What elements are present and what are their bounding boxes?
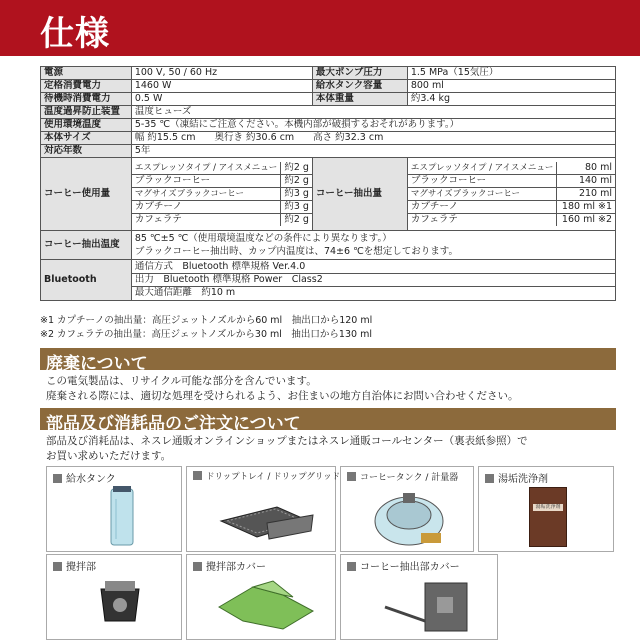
spec-value: 1.5 MPa（15気圧） — [407, 67, 615, 80]
spec-value — [131, 231, 615, 260]
section-title: 部品及び消耗品のご注文について — [46, 414, 301, 434]
spec-value: 1460 W — [131, 80, 312, 93]
box-label: 湯垢洗浄剤 — [533, 504, 563, 511]
menu-name: マグサイズブラックコーヒー — [132, 188, 281, 201]
table-row — [41, 231, 616, 260]
part-label: ドリップトレイ / ドリップグリッド — [206, 472, 341, 482]
spec-label: 定格消費電力 — [41, 80, 132, 93]
spec-table — [40, 66, 616, 301]
spec-value — [131, 260, 615, 301]
part-card-descaler — [478, 466, 614, 552]
paragraph-line: この電気製品は、リサイクル可能な部分を含んでいます。 — [46, 375, 317, 387]
spec-value: 約3.4 kg — [407, 93, 615, 106]
spec-label: 温度過昇防止装置 — [41, 106, 132, 119]
bullet-square-icon — [193, 562, 202, 571]
menu-value: 140 ml — [557, 175, 615, 188]
spec-value: 5-35 ℃（凍結にご注意ください。本機内部が破損するおそれがあります。） — [131, 119, 615, 132]
spec-label: 本体重量 — [312, 93, 407, 106]
part-card-extractor-cover — [340, 554, 498, 640]
table-row — [41, 119, 616, 132]
title-banner — [0, 0, 640, 56]
spec-label: 待機時消費電力 — [41, 93, 132, 106]
part-card-stirrer — [46, 554, 182, 640]
menu-name: カプチーノ — [132, 201, 281, 214]
bullet-square-icon — [193, 471, 202, 480]
spec-label: 本体サイズ — [41, 132, 132, 145]
spec-value: 温度ヒューズ — [131, 106, 615, 119]
menu-name: カプチーノ — [408, 201, 557, 214]
table-row — [41, 145, 616, 158]
parts-header — [40, 408, 616, 434]
menu-name: マグサイズブラックコーヒー — [408, 188, 557, 201]
spec-value: 800 ml — [407, 80, 615, 93]
paragraph-line: 部品及び消耗品は、ネスレ通販オンラインショップまたはネスレ通販コールセンター（裏表紙参照）で — [46, 435, 528, 447]
menu-name: ブラックコーヒー — [408, 175, 557, 188]
footnote: ※1 カプチーノの抽出量：高圧ジェットノズルから60 ml 抽出口から120 ml — [40, 315, 373, 326]
stirrer-cover-icon — [213, 577, 323, 635]
part-card-coffee-tank — [340, 466, 474, 552]
part-label: コーヒータンク / 計量器 — [360, 473, 459, 483]
menu-name: エスプレッソタイプ / アイスメニュー — [408, 162, 557, 175]
paragraph-line: 廃棄される際には、適切な処理を受けられるよう、お住まいの地方自治体にお問い合わせください。 — [46, 390, 519, 402]
menu-value: 約3 g — [281, 188, 312, 201]
table-row — [41, 106, 616, 119]
bullet-square-icon — [53, 562, 62, 571]
spec-label: コーヒー抽出温度 — [41, 231, 132, 260]
spec-label: 最大ポンプ圧力 — [312, 67, 407, 80]
menu-value: 約2 g — [281, 175, 312, 188]
menu-value: 80 ml — [557, 162, 615, 175]
extractor-cover-icon — [381, 577, 481, 637]
menu-value: 約2 g — [281, 162, 312, 175]
bt-line: 通信方式 Bluetooth 標準規格 Ver.4.0 — [132, 261, 615, 274]
table-row — [41, 80, 616, 93]
menu-value: 160 ml ※2 — [557, 214, 615, 227]
menu-name: カフェラテ — [410, 214, 458, 225]
spec-label: 電源 — [41, 67, 132, 80]
table-row — [41, 158, 616, 231]
part-label: 湯垢洗浄剤 — [498, 474, 548, 485]
coffee-use-label: コーヒー使用量 — [41, 158, 132, 231]
menu-name: カフェラテ — [134, 214, 182, 225]
descaler-box-icon — [529, 487, 567, 547]
bullet-square-icon — [347, 472, 356, 481]
menu-value: 約2 g — [281, 214, 312, 227]
water-tank-icon — [103, 485, 143, 549]
bt-line: 出力 Bluetooth 標準規格 Power Class2 — [132, 274, 615, 287]
coffee-use-cell — [131, 158, 312, 231]
part-label: 給水タンク — [66, 474, 116, 485]
bullet-square-icon — [53, 474, 62, 483]
drip-tray-icon — [217, 497, 317, 545]
spec-label: Bluetooth — [41, 260, 132, 301]
menu-value: 210 ml — [557, 188, 615, 201]
bt-line: 最大通信距離 約10 m — [134, 287, 236, 298]
table-row — [41, 132, 616, 145]
bullet-square-icon — [485, 474, 494, 483]
table-row — [41, 260, 616, 301]
disposal-text — [46, 374, 519, 404]
part-card-water-tank — [46, 466, 182, 552]
menu-value: 180 ml ※1 — [557, 201, 615, 214]
spec-value: 0.5 W — [131, 93, 312, 106]
part-label: 攪拌部 — [66, 562, 96, 573]
table-row — [41, 67, 616, 80]
coffee-extract-cell — [407, 158, 615, 231]
disposal-header — [40, 348, 616, 374]
temp-line: ブラックコーヒー抽出時、カップ内温度は、74±6 ℃を想定しております。 — [134, 246, 458, 257]
bullet-square-icon — [347, 562, 356, 571]
footnote: ※2 カフェラテの抽出量：高圧ジェットノズルから30 ml 抽出口から130 ml — [40, 329, 372, 340]
part-card-stirrer-cover — [186, 554, 336, 640]
spec-value: 幅 約15.5 cm 奥行き 約30.6 cm 高さ 約32.3 cm — [131, 132, 615, 145]
spec-label: 使用環境温度 — [41, 119, 132, 132]
part-card-drip-tray — [186, 466, 341, 552]
spec-value: 100 V, 50 / 60 Hz — [131, 67, 312, 80]
part-label: コーヒー抽出部カバー — [360, 562, 460, 573]
spec-label: 対応年数 — [41, 145, 132, 158]
spec-value: 5年 — [131, 145, 615, 158]
part-label: 攪拌部カバー — [206, 562, 266, 573]
menu-name: ブラックコーヒー — [132, 175, 281, 188]
coffee-tank-icon — [369, 485, 451, 549]
section-title: 廃棄について — [46, 354, 148, 374]
temp-line: 85 ℃±5 ℃（使用環境温度などの条件により異なります。） — [134, 233, 392, 244]
spec-label: 給水タンク容量 — [312, 80, 407, 93]
page-title: 仕様 — [40, 14, 110, 54]
footnotes — [40, 314, 372, 342]
menu-value: 約3 g — [281, 201, 312, 214]
menu-name: エスプレッソタイプ / アイスメニュー — [132, 162, 281, 175]
parts-text — [46, 434, 528, 464]
stirrer-icon — [95, 575, 145, 635]
table-row — [41, 93, 616, 106]
coffee-extract-label: コーヒー抽出量 — [312, 158, 407, 231]
paragraph-line: お買い求めいただけます。 — [46, 450, 172, 462]
